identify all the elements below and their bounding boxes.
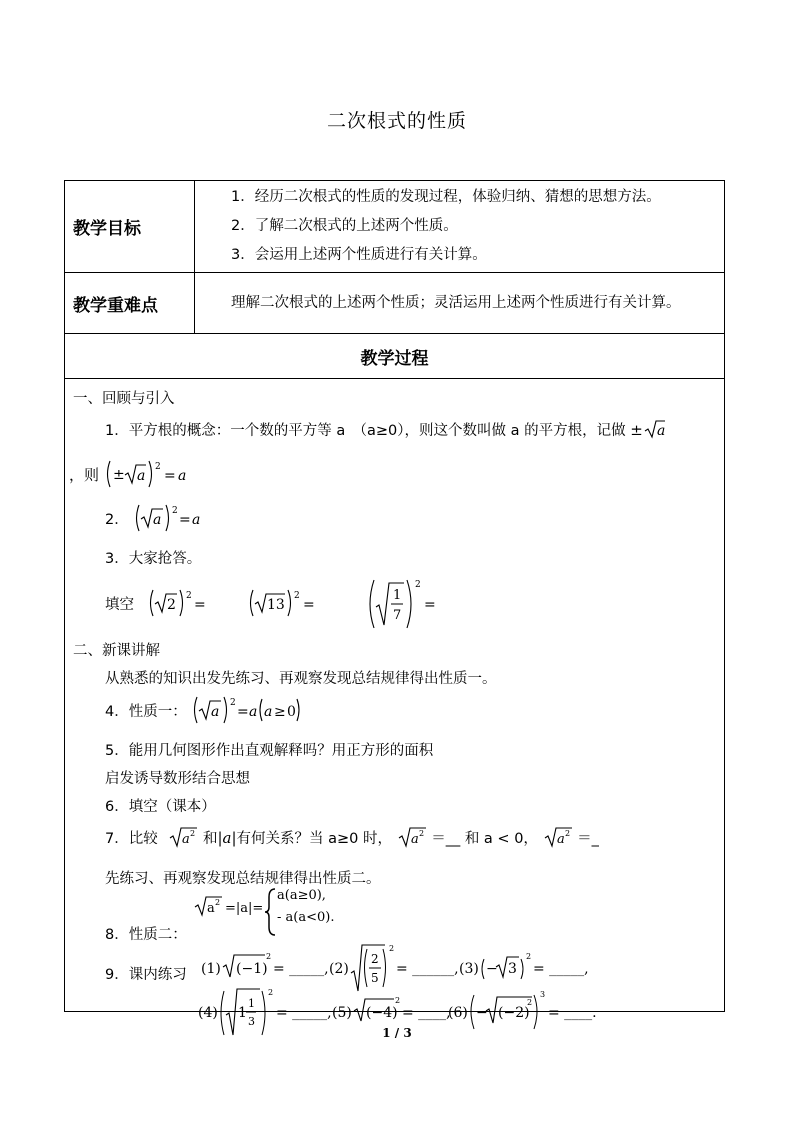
svg-text:= _____,: = _____, [533,961,589,977]
svg-text:a: a [249,704,258,720]
process-heading: 教学过程 [65,334,725,379]
prop2-case2: - a(a<0). [277,910,335,925]
item7-blank-2: ＝_ [577,831,599,847]
svg-text:2: 2 [395,996,401,1005]
intro1: 从熟悉的知识出发先练习、再观察发现总结规律得出性质一。 [105,671,497,687]
prop2-label: 8．性质二： [105,927,187,943]
svg-text:a: a [211,704,220,720]
sqrt-a2-formula [168,825,198,849]
svg-text:1: 1 [238,1005,247,1021]
item1-cont-prefix: ，则 [69,466,100,484]
svg-text:(−1): (−1) [236,961,268,977]
section2-heading: 二、新课讲解 [73,643,160,659]
page-title: 二次根式的性质 [326,110,467,132]
svg-text:(2): (2) [329,961,349,977]
svg-text:=: = [303,597,315,613]
item2-label: 2． [105,512,129,528]
svg-text:0: 0 [287,704,297,720]
svg-text:2: 2 [166,597,176,613]
goal-item: 1．经历二次根式的性质的发现过程，体验归纳、猜想的思想方法。 [231,189,661,205]
svg-text:2: 2 [190,829,196,838]
item3: 3．大家抢答。 [105,551,202,567]
abs-a-formula: |a| [217,829,237,847]
svg-text:(5): (5) [332,1005,352,1021]
key-points-text: 理解二次根式的上述两个性质；灵活运用上述两个性质进行有关计算。 [195,273,725,334]
svg-text:a: a [207,901,215,916]
svg-text:2: 2 [215,898,221,907]
svg-text:13: 13 [267,597,286,613]
lesson-table [64,180,725,1012]
goals-cell [195,181,725,273]
sqrt-a2-formula-3 [543,825,573,849]
svg-text:±: ± [112,467,125,483]
sqrt-one-seventh-squared-formula [366,577,446,631]
item1-cont [69,459,194,489]
svg-text:=: = [179,512,192,528]
svg-text:a: a [656,423,666,439]
svg-text:2: 2 [526,952,532,961]
svg-text:(4): (4) [198,1005,218,1021]
svg-text:(−4): (−4) [366,1005,398,1021]
svg-text:=: = [163,468,176,484]
sqrt-a-squared-formula [133,503,203,533]
svg-text:≥: ≥ [274,704,287,720]
svg-text:2: 2 [564,829,570,838]
svg-text:2: 2 [414,580,421,590]
svg-text:= ____.: = ____. [548,1005,597,1021]
svg-text:2: 2 [154,462,161,472]
property1 [105,695,311,725]
svg-text:2: 2 [266,952,272,961]
goal-item: 2．了解二次根式的上述两个性质。 [231,218,458,234]
item5: 5．能用几何图形作出直观解释吗？用正方形的面积 [105,743,434,759]
page-number: 1 / 3 [382,1026,412,1040]
svg-text:3: 3 [248,1015,255,1028]
svg-text:7: 7 [392,608,402,623]
item7-blank-1: ＝__ 和 a < 0， [431,831,538,847]
key-points-label: 教学重难点 [65,273,195,334]
svg-text:= _____,: = _____, [273,961,329,977]
piecewise-cases [277,885,334,929]
prop1-label: 4．性质一： [105,704,187,720]
property1-formula [191,695,311,725]
svg-text:=: = [237,704,250,720]
svg-text:(−2): (−2) [498,1005,530,1021]
item7-label: 7．比较 [105,831,158,847]
svg-text:2: 2 [185,591,192,601]
svg-text:a: a [192,512,201,528]
fill-label: 填空 [105,597,134,613]
item5b: 启发诱导数形结合思想 [105,771,250,787]
svg-text:a: a [136,468,146,484]
pm-sqrt-a-squared-formula [104,459,194,489]
svg-text:2: 2 [268,988,274,997]
svg-text:3: 3 [540,990,546,999]
svg-text:2: 2 [294,591,300,601]
svg-text:2: 2 [527,998,533,1007]
left-brace-icon [263,887,277,937]
svg-text:a: a [177,468,187,484]
goals-label: 教学目标 [65,181,195,273]
goal-item: 3．会运用上述两个性质进行有关计算。 [231,247,487,263]
plus-minus-sqrt-a-formula: ± a [630,421,666,439]
fill-blank-row [105,577,446,631]
property2-formula [193,888,335,945]
sqrt13-squared-formula [247,586,343,620]
svg-text:1: 1 [248,997,255,1010]
item9: 9．课内练习 [105,967,187,983]
sqrt-a2-abs-a-formula [193,891,263,941]
item1-label: 1．平方根的概念：一个数的平方等 a （a≥0），则这个数叫做 a 的平方根，记做 [105,423,626,439]
svg-text:=|a|=: =|a|= [225,901,264,916]
svg-text:3: 3 [508,961,517,977]
svg-text:−: − [486,961,498,977]
svg-text:(3): (3) [459,961,479,977]
process-body [65,379,725,1012]
svg-text:= ____,: = ____, [402,1005,451,1021]
svg-text:2: 2 [172,506,179,516]
svg-text:a: a [556,832,565,847]
svg-text:=: = [423,597,436,613]
svg-text:2: 2 [418,829,424,838]
svg-text:2: 2 [230,698,237,708]
svg-text:= _____,: = _____, [276,1005,332,1021]
svg-text:= ______,: = ______, [396,961,459,977]
svg-text:(1): (1) [201,961,221,977]
item7-condition: 有何关系？当 a≥0 时， [236,831,392,847]
item7 [105,825,599,849]
svg-text:−: − [476,1005,488,1021]
svg-text:=: = [193,597,206,613]
svg-text:2: 2 [389,944,395,953]
svg-text:(6): (6) [448,1005,468,1021]
prop2-case1: a(a≥0), [277,888,326,903]
svg-text:a: a [264,704,273,720]
item1-text [105,419,665,440]
svg-text:2: 2 [371,952,379,966]
svg-text:a: a [410,832,419,847]
sqrt2-squared-formula [147,586,227,620]
sqrt-a2-formula-2 [397,825,427,849]
svg-text:5: 5 [371,971,379,985]
section1-heading: 一、回顾与引入 [73,391,175,407]
svg-text:1: 1 [392,588,402,603]
item7-and: 和 [202,831,218,847]
svg-text:a: a [153,512,162,528]
svg-text:a: a [182,832,191,847]
intro2: 先练习、再观察发现总结规律得出性质二。 [105,871,381,887]
item2 [105,503,203,533]
item6: 6．填空（课本） [105,799,216,815]
